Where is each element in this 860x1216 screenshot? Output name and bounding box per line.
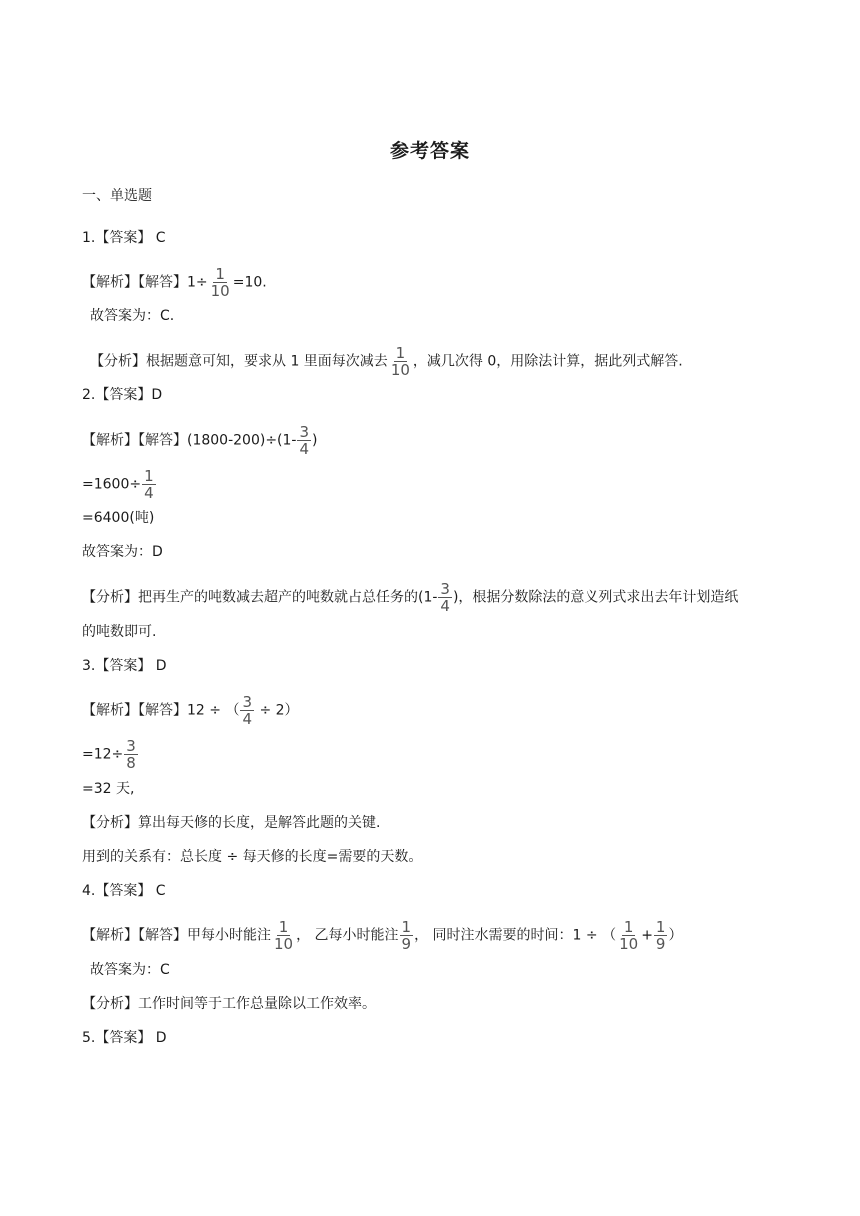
q2-analysis-prefix: 【分析】把再生产的吨数减去超产的吨数就占总任务的(1- xyxy=(82,589,438,606)
q2-analysis-line2: 的吨数即可. xyxy=(82,624,157,640)
fraction-denominator: 9 xyxy=(401,935,412,953)
q4-solution xyxy=(82,919,682,952)
q4-solution-part-a: 【解析】【解答】甲每小时能注 xyxy=(82,927,271,944)
q4-analysis: 【分析】工作时间等于工作总量除以工作效率。 xyxy=(82,996,376,1012)
fraction-numerator: 1 xyxy=(395,344,406,362)
q4-fraction-d xyxy=(654,919,668,952)
fraction-numerator: 1 xyxy=(278,918,289,936)
q4-fraction-b xyxy=(400,919,414,952)
q4-plus-sign: + xyxy=(641,927,653,944)
q3-step1 xyxy=(82,738,139,771)
fraction-numerator: 3 xyxy=(126,737,136,755)
fraction-numerator: 1 xyxy=(144,467,154,485)
fraction-denominator: 9 xyxy=(655,935,666,953)
q3-analysis: 【分析】算出每天修的长度，是解答此题的关键. xyxy=(82,815,381,831)
q2-analysis xyxy=(82,581,738,614)
fraction-denominator: 4 xyxy=(242,710,252,728)
fraction-numerator: 1 xyxy=(401,918,412,936)
q3-step1-prefix: =12÷ xyxy=(82,746,124,763)
fraction-numerator: 3 xyxy=(299,423,310,441)
q2-step2: =6400(吨) xyxy=(82,510,155,526)
fraction-denominator: 4 xyxy=(299,440,310,458)
fraction-denominator: 4 xyxy=(440,597,450,615)
q2-result: 故答案为：D xyxy=(82,544,163,560)
q1-solution-prefix: 【解析】【解答】1÷ xyxy=(82,274,208,291)
q1-analysis xyxy=(90,345,683,378)
q2-step1-prefix: =1600÷ xyxy=(82,476,142,493)
section-heading: 一、单选题 xyxy=(82,188,152,204)
q4-result: 故答案为：C xyxy=(90,962,170,978)
fraction-denominator: 4 xyxy=(144,484,154,502)
q3-step2: =32 天, xyxy=(82,781,135,797)
q3-solution-prefix: 【解析】【解答】12 ÷ （ xyxy=(82,702,240,719)
fraction-numerator: 3 xyxy=(440,580,450,598)
q1-analysis-suffix: ，减几次得 0，用除法计算，据此列式解答. xyxy=(412,353,683,370)
q3-fraction xyxy=(240,694,254,727)
fraction-denominator: 10 xyxy=(390,361,410,379)
q3-answer: 3.【答案】 D xyxy=(82,658,167,674)
fraction-numerator: 1 xyxy=(623,918,634,936)
q4-fraction-c xyxy=(617,919,640,952)
q2-solution xyxy=(82,424,318,457)
q4-answer: 4.【答案】 C xyxy=(82,883,166,899)
fraction-denominator: 10 xyxy=(274,935,294,953)
q3-step1-fraction xyxy=(124,738,138,771)
q5-answer: 5.【答案】 D xyxy=(82,1030,167,1046)
q1-analysis-prefix: 【分析】根据题意可知，要求从 1 里面每次减去 xyxy=(90,353,388,370)
q2-analysis-fraction xyxy=(438,581,452,614)
fraction-numerator: 1 xyxy=(215,265,225,283)
q2-answer: 2.【答案】D xyxy=(82,387,163,403)
q3-relation: 用到的关系有：总长度 ÷ 每天修的长度=需要的天数。 xyxy=(82,849,423,865)
q2-fraction xyxy=(297,424,311,457)
q1-solution xyxy=(82,266,267,299)
q1-result: 故答案为：C. xyxy=(90,308,175,324)
page-title: 参考答案 xyxy=(389,140,470,162)
fraction-numerator: 3 xyxy=(242,693,252,711)
fraction-denominator: 8 xyxy=(126,754,136,772)
q4-solution-part-d: ） xyxy=(668,927,683,944)
q1-fraction xyxy=(209,266,232,299)
q3-solution-suffix: ÷ 2） xyxy=(255,702,299,719)
q2-step1 xyxy=(82,468,157,501)
q2-analysis-suffix: )，根据分数除法的意义列式求出去年计划造纸 xyxy=(452,589,739,606)
q4-solution-part-b: ， 乙每小时能注 xyxy=(296,927,399,944)
q2-solution-suffix: ) xyxy=(312,432,318,449)
q1-analysis-fraction xyxy=(389,345,412,378)
q2-solution-prefix: 【解析】【解答】(1800-200)÷(1- xyxy=(82,432,297,449)
q4-fraction-a xyxy=(272,919,295,952)
q4-solution-part-c: ， 同时注水需要的时间：1 ÷ （ xyxy=(414,927,617,944)
fraction-denominator: 10 xyxy=(210,282,230,300)
q1-answer: 1.【答案】 C xyxy=(82,230,166,246)
fraction-denominator: 10 xyxy=(619,935,639,953)
q2-step1-fraction xyxy=(142,468,156,501)
q3-solution xyxy=(82,694,299,727)
fraction-numerator: 1 xyxy=(655,918,666,936)
q1-solution-suffix: =10. xyxy=(232,274,267,291)
